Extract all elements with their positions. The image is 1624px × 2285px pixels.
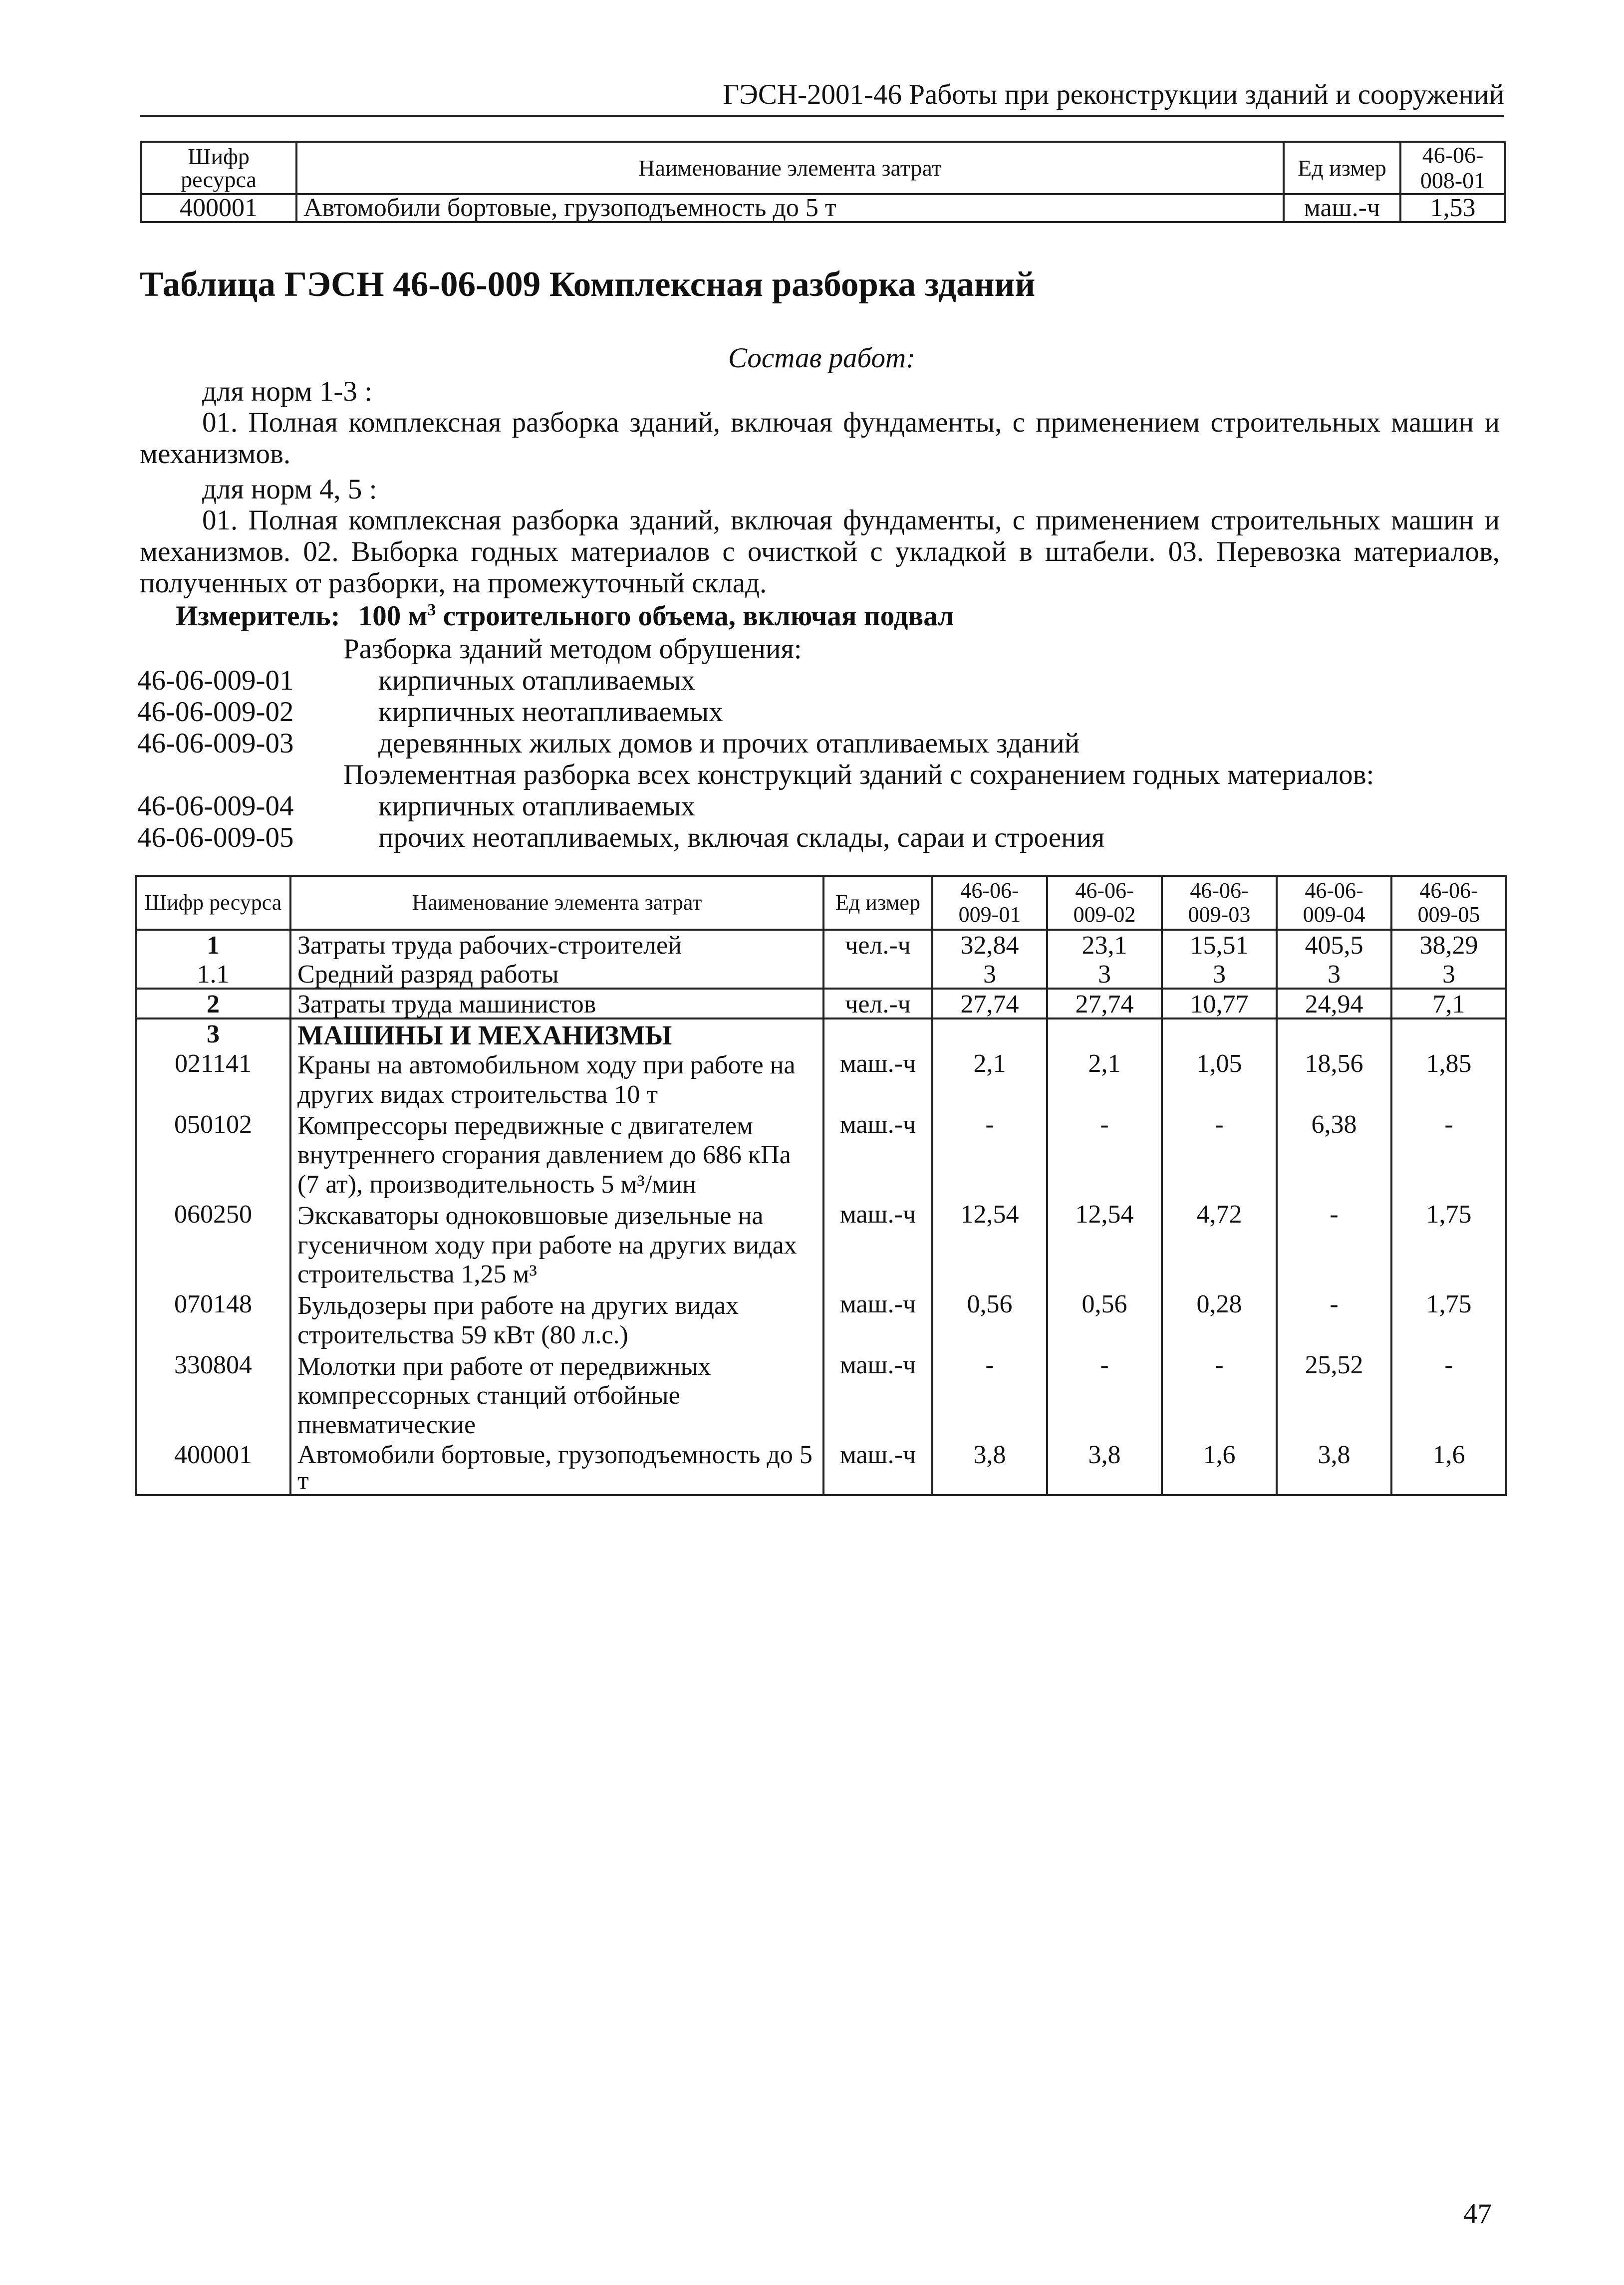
cell-value: 1,53 [1400,194,1505,222]
header-norm-code: 46-06- 009-05 [1391,876,1506,930]
cell-value: - [1277,1200,1391,1289]
table-row [136,1110,1506,1200]
cell-value: - [1047,1110,1162,1200]
header-cost-element-name: Наименование элемента затрат [290,876,823,930]
measure-label: Измеритель: [176,600,340,632]
cell-value: - [1047,1350,1162,1440]
cell-value: 7,1 [1391,989,1506,1018]
cell-resource-code: 070148 [136,1289,290,1350]
table-title: Таблица ГЭСН 46-06-009 Комплексная разборка зданий [140,265,1036,304]
cell-cost-element-name: Затраты труда машинистов [290,989,823,1018]
composition-title: Состав работ: [728,342,916,374]
cell-value: - [1162,1350,1277,1440]
cell-value [1277,1018,1391,1049]
cell-resource-code: 021141 [136,1049,290,1110]
cell-resource-code: 060250 [136,1200,290,1289]
spec-group-heading-collapse: Разборка зданий методом обрушения: [343,633,802,665]
cell-cost-element-name: Экскаваторы одноковшовые дизельные на гусеничном ходу при работе на других видах строительства 1,25 м³ [290,1200,823,1289]
cell-value: 1,6 [1162,1440,1277,1495]
table-row [136,1200,1506,1289]
cell-cost-element-name: Автомобили бортовые, грузоподъемность до 5 т [290,1440,823,1495]
cell-value: 1,6 [1391,1440,1506,1495]
table-row [136,1440,1506,1495]
cell-resource-code: 330804 [136,1350,290,1440]
norms-4-5-label: для норм 4, 5 : [202,474,377,505]
measure-value: 100 $м^3$ строительного объема, включая подвал [358,600,954,632]
cell-cost-element-name: Средний разряд работы [290,960,823,989]
cell-resource-code: 050102 [136,1110,290,1200]
cell-section-name: МАШИНЫ И МЕХАНИЗМЫ [290,1018,823,1049]
cell-value: 25,52 [1277,1350,1391,1440]
spec-code: 46-06-009-03 [137,728,294,759]
cell-resource-code: 1.1 [136,960,290,989]
cell-cost-element-name: Автомобили бортовые, грузоподъемность до 5 т [296,194,1284,222]
cell-unit: маш.-ч [823,1049,932,1110]
cell-value [1162,1018,1277,1049]
header-resource-code: Шифр ресурса [136,876,290,930]
cell-cost-element-name: Затраты труда рабочих-строителей [290,930,823,960]
cell-value: 27,74 [1047,989,1162,1018]
resource-table-top [140,141,1506,223]
cell-unit: маш.-ч [1284,194,1400,222]
spec-text: деревянных жилых домов и прочих отапливаемых зданий [378,728,1080,759]
cell-unit: чел.-ч [823,930,932,960]
cell-value: 3 [1391,960,1506,989]
cell-value: 12,54 [932,1200,1047,1289]
norms-1-3-label: для норм 1-3 : [202,376,372,407]
cell-value: 0,28 [1162,1289,1277,1350]
table-header-row [136,876,1506,930]
spec-code: 46-06-009-05 [137,822,294,853]
cell-value: 6,38 [1277,1110,1391,1200]
table-header-row [141,142,1505,194]
table-row [136,989,1506,1018]
spec-text: кирпичных отапливаемых [378,665,695,696]
header-norm-code: 46-06- 009-03 [1162,876,1277,930]
cell-unit: чел.-ч [823,989,932,1018]
cell-cost-element-name: Компрессоры передвижные с двигателем внутреннего сгорания давлением до 686 кПа (7 ат), производительность 5 м³/мин [290,1110,823,1200]
norms-1-3-text: 01. Полная комплексная разборка зданий, включая фундаменты, с применением строительных машин и механизмов. [140,407,1500,470]
cell-unit: маш.-ч [823,1110,932,1200]
cell-value: 2,1 [932,1049,1047,1110]
cell-resource-code: 3 [136,1018,290,1049]
cell-value: - [1162,1110,1277,1200]
cell-value: 3 [1162,960,1277,989]
table-row [141,194,1505,222]
spec-code: 46-06-009-01 [137,665,294,696]
cell-value: 32,84 [932,930,1047,960]
spec-group-heading-element: Поэлементная разборка всех конструкций зданий с сохранением годных материалов: [343,759,1374,790]
cell-cost-element-name: Бульдозеры при работе на других видах строительства 59 кВт (80 л.с.) [290,1289,823,1350]
measure-line [176,600,954,632]
header-norm-code: 46-06- 009-01 [932,876,1047,930]
cell-value: 18,56 [1277,1049,1391,1110]
cell-value: - [1391,1110,1506,1200]
cell-value: - [932,1110,1047,1200]
cell-value: - [932,1350,1047,1440]
header-unit: Ед измер [823,876,932,930]
cell-value: 3 [1277,960,1391,989]
spec-code: 46-06-009-04 [137,790,294,822]
header-unit: Ед измер [1284,142,1400,194]
cell-value: - [1391,1350,1506,1440]
header-resource-code: Шифр ресурса [141,142,296,194]
cell-value: 24,94 [1277,989,1391,1018]
cell-value: 3,8 [1047,1440,1162,1495]
header-norm-code: 46-06- 008-01 [1400,142,1505,194]
header-norm-code: 46-06- 009-04 [1277,876,1391,930]
cell-value: 27,74 [932,989,1047,1018]
spec-text: кирпичных отапливаемых [378,790,695,822]
table-row [136,1289,1506,1350]
cell-unit: маш.-ч [823,1289,932,1350]
running-header-text: ГЭСН-2001-46 Работы при реконструкции зданий и сооружений [723,79,1504,110]
cell-value: 0,56 [1047,1289,1162,1350]
cell-value: 4,72 [1162,1200,1277,1289]
cell-value: 38,29 [1391,930,1506,960]
cell-value: - [1277,1289,1391,1350]
cell-cost-element-name: Молотки при работе от передвижных компрессорных станций отбойные пневматические [290,1350,823,1440]
header-cost-element-name: Наименование элемента затрат [296,142,1284,194]
cell-value [1391,1018,1506,1049]
cell-value: 10,77 [1162,989,1277,1018]
cell-resource-code: 400001 [136,1440,290,1495]
cell-value: 23,1 [1047,930,1162,960]
cell-unit [823,1018,932,1049]
cell-value: 3,8 [1277,1440,1391,1495]
cell-value: 0,56 [932,1289,1047,1350]
cell-resource-code: 2 [136,989,290,1018]
cell-value: 2,1 [1047,1049,1162,1110]
cell-value: 12,54 [1047,1200,1162,1289]
cell-resource-code: 1 [136,930,290,960]
table-row [136,960,1506,989]
cell-cost-element-name: Краны на автомобильном ходу при работе на других видах строительства 10 т [290,1049,823,1110]
table-row [136,930,1506,960]
cell-value: 405,5 [1277,930,1391,960]
table-row-section [136,1018,1506,1049]
cell-value: 1,75 [1391,1289,1506,1350]
cell-value: 1,75 [1391,1200,1506,1289]
norms-4-5-text: 01. Полная комплексная разборка зданий, включая фундаменты, с применением строительных машин и механизмов. 02. Выборка годных материалов с очисткой с укладкой в штабели. 03. Перевозка материалов, полученных от разборки, на промежуточный склад. [140,505,1500,599]
cell-value: 1,85 [1391,1049,1506,1110]
spec-text: прочих неотапливаемых, включая склады, сараи и строения [378,822,1105,853]
cell-unit [823,960,932,989]
spec-code: 46-06-009-02 [137,696,294,728]
table-row [136,1049,1506,1110]
cell-value [932,1018,1047,1049]
cell-value: 3 [932,960,1047,989]
cell-unit: маш.-ч [823,1440,932,1495]
page-number: 47 [1463,2198,1492,2230]
cell-unit: маш.-ч [823,1350,932,1440]
cell-value: 3 [1047,960,1162,989]
table-row [136,1350,1506,1440]
cell-value: 3,8 [932,1440,1047,1495]
cell-value [1047,1018,1162,1049]
cell-value: 1,05 [1162,1049,1277,1110]
norms-table [135,875,1507,1496]
spec-text: кирпичных неотапливаемых [378,696,723,728]
cell-unit: маш.-ч [823,1200,932,1289]
cell-resource-code: 400001 [141,194,296,222]
header-norm-code: 46-06- 009-02 [1047,876,1162,930]
running-header [140,75,1504,117]
cell-value: 15,51 [1162,930,1277,960]
